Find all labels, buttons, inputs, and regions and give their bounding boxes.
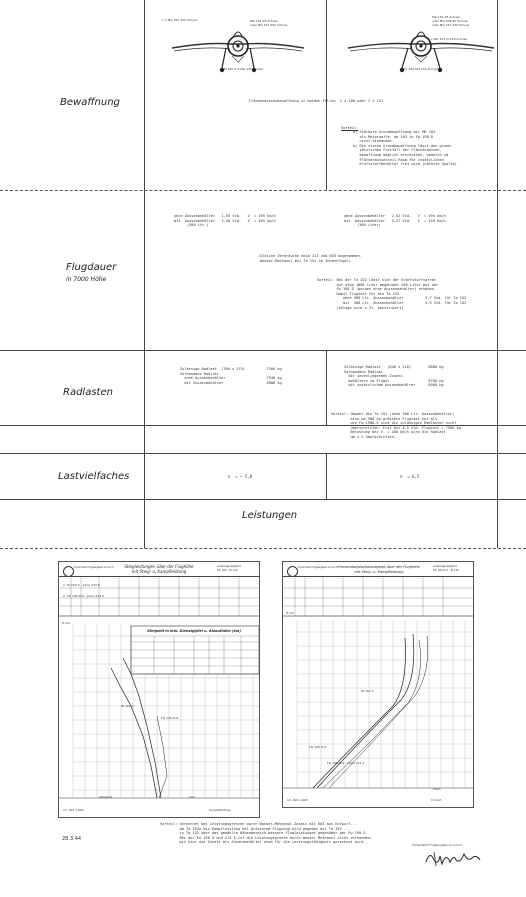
- lastvielfaches-left: n = ~ 5,8: [228, 474, 253, 479]
- bewaffnung-vorteil-title: Vorteil:: [341, 126, 359, 130]
- text-line: mit Zusatzbehälter 8980 kg: [180, 380, 282, 385]
- text-line: ohne Aussenbehälter 2,02 Std. V = 494 km/h: [344, 214, 446, 218]
- text-line: (300 Liter): [344, 223, 381, 228]
- sheet-right-curve-1: Ta 152 C: [361, 689, 374, 693]
- sheet-right-title-1: Horizontalgeschwindigkeit über der Flughöhe: [338, 565, 420, 569]
- aircraft-right-note-2: oder MG 108 90 Schuss: [432, 19, 468, 23]
- sheet-left-legend-1: 1. Ta 152 C - Jumo 213 E: [63, 583, 100, 587]
- text-line: ohne Aussenbehälter 1,65 Std. V = 495 km/h: [174, 214, 276, 218]
- sheet-left-legend-2: 2. Fw 190 D-9 - Jumo 213 A: [63, 594, 105, 598]
- sheet-right-footer-right: V km/h: [431, 798, 442, 802]
- separator-5: [0, 499, 526, 500]
- row-label-bewaffnung: Bewaffnung: [60, 97, 120, 108]
- text-line: überschritten. Erst bei 4,5 Std. Flugzeit = 7900 kg: [331, 425, 461, 430]
- sheet-right-side-1: Leistungsvergleich: [433, 565, 458, 568]
- sheet-left-axis: H km: [62, 621, 70, 625]
- text-line: (Anlage wird z.Zt. konstruiert): [317, 305, 404, 310]
- row-label-leistungen: Leistungen: [242, 510, 298, 521]
- text-line: sätzlichen Fortfall der Flächenaussen-: [353, 148, 442, 153]
- text-line: Zulässige Radlast (700 x 175) 7200 kg: [180, 367, 282, 371]
- sheet-right-axis: H km: [286, 611, 294, 615]
- text-line: als Motorwaffe, da 103 in Fw 190 D: [353, 134, 434, 139]
- text-line: mit Aussenbehälter 2,50 Std. V = 465 km/h: [174, 218, 276, 223]
- lastvielfaches-right: n = 6,5: [400, 474, 420, 479]
- sheet-left-graph: [59, 576, 259, 806]
- footer-date: 28.3.44: [62, 836, 82, 842]
- sheet-right-title: [329, 565, 429, 574]
- row-label-radlasten: Radlasten: [63, 387, 113, 398]
- left-performance-sheet: [58, 561, 260, 818]
- text-line: die Fw 190D-9 sind die zulässigen Radlasten nicht: [331, 421, 457, 426]
- sheet-right-company: Focke-Wulf Flugzeugbau G.m.b.H.: [298, 566, 339, 569]
- sheet-right-curve-3: Fw 190 D-9 - Jumo 213 A: [327, 761, 365, 765]
- left-column-border: [144, 0, 145, 548]
- aircraft-left-note-2: MG 151 95 Schuss: [250, 19, 278, 23]
- separator-6: [0, 548, 526, 549]
- bewaffnung-center-text: Flächenaussenbewaffnung in beiden Fällen 2 x 108 oder 2 x 151: [249, 99, 384, 103]
- text-line: eine um 300 kg grössere Fluglast hat als: [331, 416, 438, 421]
- text-line: ohne Aussenbehälter 7940 kg: [180, 376, 282, 381]
- sheet-left-title-2: mit Steig- u. Kampfleistung: [131, 568, 187, 574]
- signature: [424, 848, 482, 872]
- text-line: mit hier die Zusatz als Zusatzbehälter etwa für die Leistungsfähigkeit gerechnet wird.: [160, 840, 366, 845]
- text-line: um 4 % überschritten.: [331, 434, 396, 439]
- sheet-right-title-2: mit Steig- u. Kampfleistung: [354, 569, 404, 574]
- flugdauer-center-note: [258, 254, 362, 263]
- aircraft-right-label: Ta 152 MG 151 Rumpf: [404, 67, 438, 71]
- flugdauer-left-block: [174, 214, 276, 228]
- text-line: mit innenliegenden Zusatz-: [344, 374, 405, 379]
- right-border: [497, 0, 498, 548]
- aircraft-right-note-1: MG 151 95 Schuss: [432, 15, 460, 19]
- radlasten-right-block: [344, 365, 444, 388]
- aircraft-left-note-1: 1 x MG 151 750 Schuss: [162, 18, 198, 22]
- bewaffnung-vorteil-list: [353, 130, 457, 167]
- aircraft-left-note-3: oder MG 151 250 Schuss: [250, 23, 288, 27]
- handwritten-signature: [424, 848, 482, 868]
- signature-company: Focke-Wulf Flugzeugbau G.m.b.H.: [412, 843, 463, 847]
- text-line: Vorteil: Gerechnet bei Leistungsgrenzen durch Wasser-Methanol-Zusatz mit 603 aus Entwurf...: [160, 822, 357, 826]
- text-line: (300 Ltr.): [174, 223, 209, 228]
- middle-divider-last: [326, 453, 327, 499]
- footer-note: [160, 822, 372, 845]
- text-line: Fw 190 D (beides ohne Aussenbehälter) erhöhen.: [317, 287, 436, 292]
- sheet-left-title: [109, 565, 209, 574]
- right-performance-sheet: [282, 561, 474, 808]
- middle-divider: [326, 0, 327, 190]
- sheet-left-title-1: Steigleistungen über der Flughöhe: [124, 564, 194, 569]
- radlasten-vorteil-block: [331, 412, 461, 440]
- separator-4: [0, 453, 526, 454]
- text-line: (Gleiche Verbräuche beim 213 und 603 angenommen.: [258, 254, 362, 258]
- separator-1: [0, 190, 526, 191]
- aircraft-right-note-3: oder MG 151 250 Schuss: [432, 23, 470, 27]
- text-line: Vorteil: Obwohl die Ta 152 (ohne 300 Ltr. Aussenbehälter): [331, 412, 455, 416]
- text-line: Vorteil: Bei der Ta 152 lässt sich der Kraftstoffvorrat: [317, 278, 436, 282]
- text-line: auf etwa 1000 Liter gegenüber 565 Liter bei der: [317, 282, 439, 287]
- sheet-left-curve-1: Ta 152 C: [121, 704, 134, 708]
- separator-2: [0, 350, 526, 351]
- text-line: Wasser-Methanol bei Ta 152 im Innenflügel): [258, 258, 352, 263]
- text-line: in Ta 152 über das gewählte Höhenbereich bessere Flugleistungen gegenüber der Fw 190 D.: [160, 831, 368, 836]
- sheet-left-xunit: min: [189, 795, 195, 799]
- text-line: a) Stärkere Grundbewaffnung mit MK 103: [353, 130, 436, 134]
- text-line: mit 300 Ltr. Aussenbehälter 4,5 Std. für Ta 152: [317, 300, 467, 305]
- text-line: Kraftstoffbehälter frei wird (nächste Spalte): [353, 162, 457, 167]
- text-line: mit zusätzlichem Aussenbehälter 8900 kg: [344, 383, 444, 388]
- row-label-flugdauer: Flugdauer: [66, 262, 117, 273]
- sheet-right-footer-left: 17. Okt. 1943: [287, 798, 308, 802]
- radlasten-left-block: [180, 367, 282, 385]
- sheet-left-footer-left: 17. Okt. 1943: [63, 808, 84, 812]
- sheet-left-xlabel: Steigzeit: [99, 795, 113, 799]
- text-line: b) Die starke Grundbewaffnung lässt den grund-: [353, 143, 453, 148]
- sheet-left-side-1: Leistungsvergleich: [217, 565, 242, 568]
- sheet-left-company: Focke-Wulf Flugzeugbau G.m.b.H.: [74, 566, 115, 569]
- flugdauer-vorteil-block: [317, 278, 466, 310]
- text-line: Vorhandene Radlast: [344, 369, 383, 374]
- sheet-left-side-2: Fw 190 - Ta 152: [217, 569, 238, 572]
- text-line: mit Aussenbehälter 3,27 Std. V = 459 km/h: [344, 218, 446, 223]
- row-label-flugdauer-sub: in 7000 Höhe: [66, 276, 107, 283]
- row-label-lastvielfaches: Lastvielfaches: [58, 471, 130, 482]
- text-line: Flächenaussenteil Raum für zusätzlichen: [353, 157, 444, 162]
- aircraft-left-label: FW 190 A-5 MG 151 Rumpf: [222, 67, 263, 71]
- text-line: ohne 300 Ltr. Aussenbehälter 3,7 Std. für Ta 152: [317, 296, 467, 301]
- text-line: nicht einbaubar.: [353, 139, 395, 144]
- text-line: behältern im Flügel 8700 kg: [344, 378, 444, 383]
- sheet-right-graph: [283, 576, 473, 798]
- text-line: ab Ta 152a bis Kampfleistung mit grösserem Flugzeug wird gegeben mit Ta 152 ...: [160, 826, 351, 831]
- sheet-left-curve-2: Fw 190 D-9: [161, 716, 179, 720]
- middle-divider-radlasten: [326, 350, 327, 425]
- sheet-right-curve-2: Fw 190 D-9: [309, 745, 327, 749]
- sheet-right-xlabel: km/h: [433, 787, 441, 791]
- text-line: Damit Flugzeit für die Ta 152: [317, 291, 400, 296]
- flugdauer-right-block: [344, 214, 446, 228]
- sheet-right-side-2: Fw 190 D-9 - Ta 152: [433, 569, 459, 572]
- sheet-left-footer-right: Kampfleistung: [209, 808, 231, 812]
- text-line: bewaffnung möglich erscheinen, wodurch im: [353, 152, 449, 157]
- aircraft-right-note-4: 1 x MG 151 ja 150 Schuss: [428, 37, 467, 41]
- sheet-left-table-title: Steigzeit in min. Dienstgipfel u. Anlaufhöhe (km): [147, 629, 241, 633]
- text-line: Vorhandene Radlast: [180, 371, 219, 376]
- text-line: Belastung bei V = 450 km/h wird die Radlast: [331, 430, 446, 435]
- text-line: Bei der Fw 190 D und 213 E ist die Leistungsgrenze durch Wasser-Methanol nicht vorhanden;: [160, 835, 373, 840]
- text-line: Zulässige Radlast (840 x 210) 8800 kg: [344, 365, 444, 369]
